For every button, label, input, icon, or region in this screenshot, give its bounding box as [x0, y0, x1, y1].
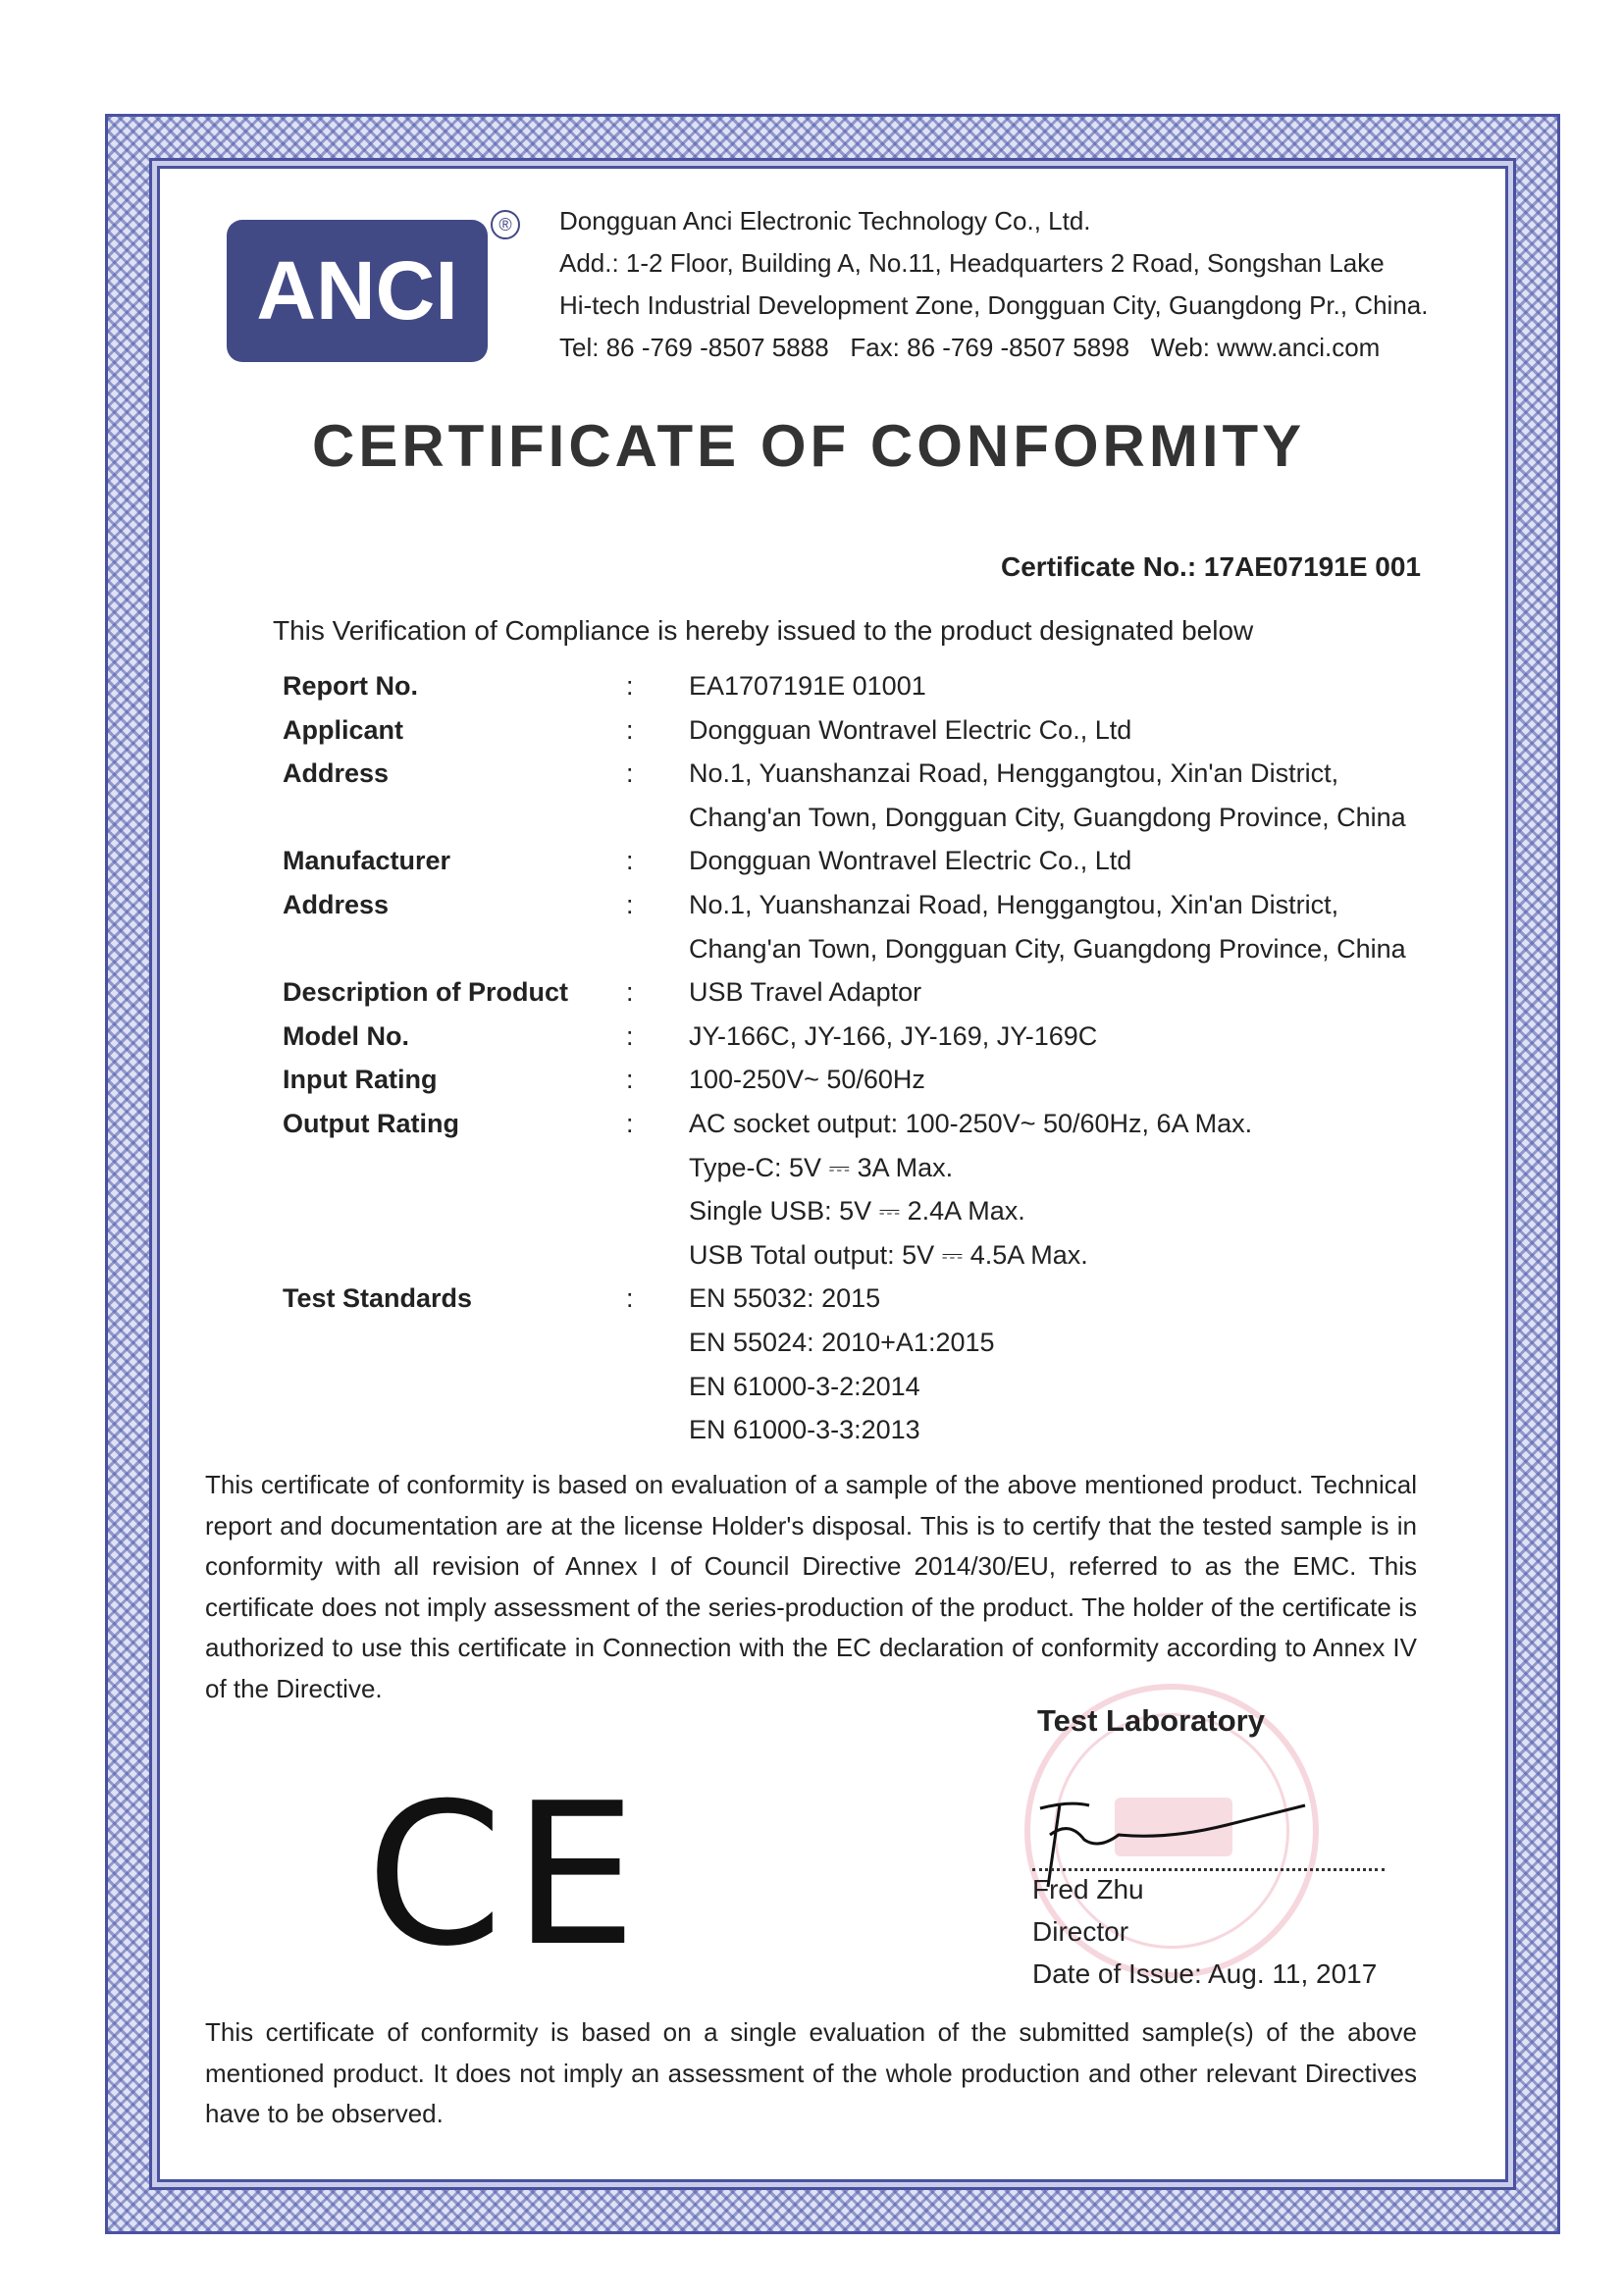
field-value: Single USB: 5V ⎓ 2.4A Max. — [689, 1196, 1025, 1226]
field-row — [283, 1372, 1440, 1415]
field-value: No.1, Yuanshanzai Road, Henggangtou, Xin'an District, — [689, 758, 1339, 789]
field-colon: : — [626, 890, 634, 919]
field-value: No.1, Yuanshanzai Road, Henggangtou, Xin'an District, — [689, 890, 1339, 919]
field-row — [283, 890, 1440, 933]
field-value: Type-C: 5V ⎓ 3A Max. — [689, 1152, 954, 1182]
field-colon: : — [626, 758, 634, 789]
company-address-line2: Hi-tech Industrial Development Zone, Dongguan City, Guangdong Pr., China. — [559, 290, 1429, 320]
company-address-line1: Add.: 1-2 Floor, Building A, No.11, Headquarters 2 Road, Songshan Lake — [559, 248, 1385, 278]
certificate-number: Certificate No.: 17AE07191E 001 — [1001, 551, 1421, 582]
field-colon: : — [626, 977, 634, 1008]
field-row — [283, 1153, 1440, 1196]
signature-icon — [1030, 1781, 1325, 1889]
field-value: EN 61000-3-2:2014 — [689, 1371, 920, 1401]
field-value: AC socket output: 100-250V~ 50/60Hz, 6A Max. — [689, 1109, 1253, 1138]
field-value: Dongguan Wontravel Electric Co., Ltd — [689, 714, 1132, 745]
field-value: Chang'an Town, Dongguan City, Guangdong Province, China — [689, 933, 1406, 964]
field-colon: : — [626, 714, 634, 745]
field-colon: : — [626, 1020, 634, 1051]
field-row — [283, 934, 1440, 977]
field-label: Description of Product — [283, 977, 569, 1008]
company-name: Dongguan Anci Electronic Technology Co., Ltd. — [559, 206, 1091, 235]
field-row — [283, 715, 1440, 758]
field-value: EN 55032: 2015 — [689, 1283, 881, 1314]
field-colon: : — [626, 1283, 634, 1314]
field-label: Model No. — [283, 1020, 409, 1051]
signature-line — [1032, 1868, 1385, 1871]
field-value: 100-250V~ 50/60Hz — [689, 1065, 925, 1095]
field-row — [283, 1240, 1440, 1283]
field-row — [283, 1283, 1440, 1327]
anci-logo: ANCI — [227, 220, 488, 362]
field-value: EN 61000-3-3:2013 — [689, 1415, 920, 1445]
field-colon: : — [626, 846, 634, 876]
intro-text: This Verification of Compliance is hereby issued to the product designated below — [273, 615, 1254, 646]
field-label: Applicant — [283, 714, 404, 745]
field-label: Input Rating — [283, 1065, 438, 1095]
field-label: Address — [283, 758, 390, 789]
field-row — [283, 1196, 1440, 1239]
field-row — [283, 977, 1440, 1020]
field-row — [283, 803, 1440, 846]
signer-name: Fred Zhu — [1032, 1874, 1144, 1905]
ce-mark: CE — [366, 1761, 648, 1990]
field-row — [283, 1021, 1440, 1065]
field-colon: : — [626, 671, 634, 701]
field-row — [283, 1065, 1440, 1108]
registered-mark: ® — [491, 210, 520, 239]
company-contact: Tel: 86 -769 -8507 5888 Fax: 86 -769 -8507 5898 Web: www.anci.com — [559, 333, 1381, 362]
field-label: Manufacturer — [283, 846, 451, 876]
test-laboratory-label: Test Laboratory — [1037, 1703, 1265, 1738]
date-of-issue: Date of Issue: Aug. 11, 2017 — [1032, 1958, 1378, 1989]
field-label: Test Standards — [283, 1283, 473, 1314]
field-row — [283, 846, 1440, 889]
field-label: Report No. — [283, 671, 418, 701]
signer-position: Director — [1032, 1916, 1129, 1947]
field-row — [283, 1109, 1440, 1152]
field-value: USB Travel Adaptor — [689, 977, 922, 1008]
field-label: Address — [283, 890, 390, 919]
field-value: EN 55024: 2010+A1:2015 — [689, 1328, 995, 1357]
field-colon: : — [626, 1065, 634, 1095]
field-value: Chang'an Town, Dongguan City, Guangdong Province, China — [689, 802, 1406, 832]
field-row — [283, 1328, 1440, 1371]
field-value: USB Total output: 5V ⎓ 4.5A Max. — [689, 1239, 1088, 1270]
field-value: JY-166C, JY-166, JY-169, JY-169C — [689, 1020, 1098, 1051]
statement-paragraph: This certificate of conformity is based on evaluation of a sample of the above mentioned product. Technical report and documentation are at the license Holder's disposal. This is to certify that the tested sample is in conformity with all revision of Annex I of Council Directive 2014/30/EU, referred to as the EMC. This certificate does not imply assessment of the series-production of the product. The holder of the certificate is authorized to use this certificate in Connection with the EC declaration of conformity according to Annex IV of the Directive. — [205, 1470, 1417, 1703]
field-row — [283, 1415, 1440, 1458]
certificate-title: CERTIFICATE OF CONFORMITY — [312, 413, 1306, 479]
field-colon: : — [626, 1109, 634, 1138]
footer-paragraph: This certificate of conformity is based on a single evaluation of the submitted sample(s) of the above mentioned product. It does not imply an assessment of the whole production and other relevant Directives have to be observed. — [205, 2017, 1417, 2128]
field-row — [283, 671, 1440, 714]
field-label: Output Rating — [283, 1109, 459, 1138]
field-row — [283, 758, 1440, 802]
field-value: EA1707191E 01001 — [689, 671, 926, 701]
field-value: Dongguan Wontravel Electric Co., Ltd — [689, 846, 1132, 876]
